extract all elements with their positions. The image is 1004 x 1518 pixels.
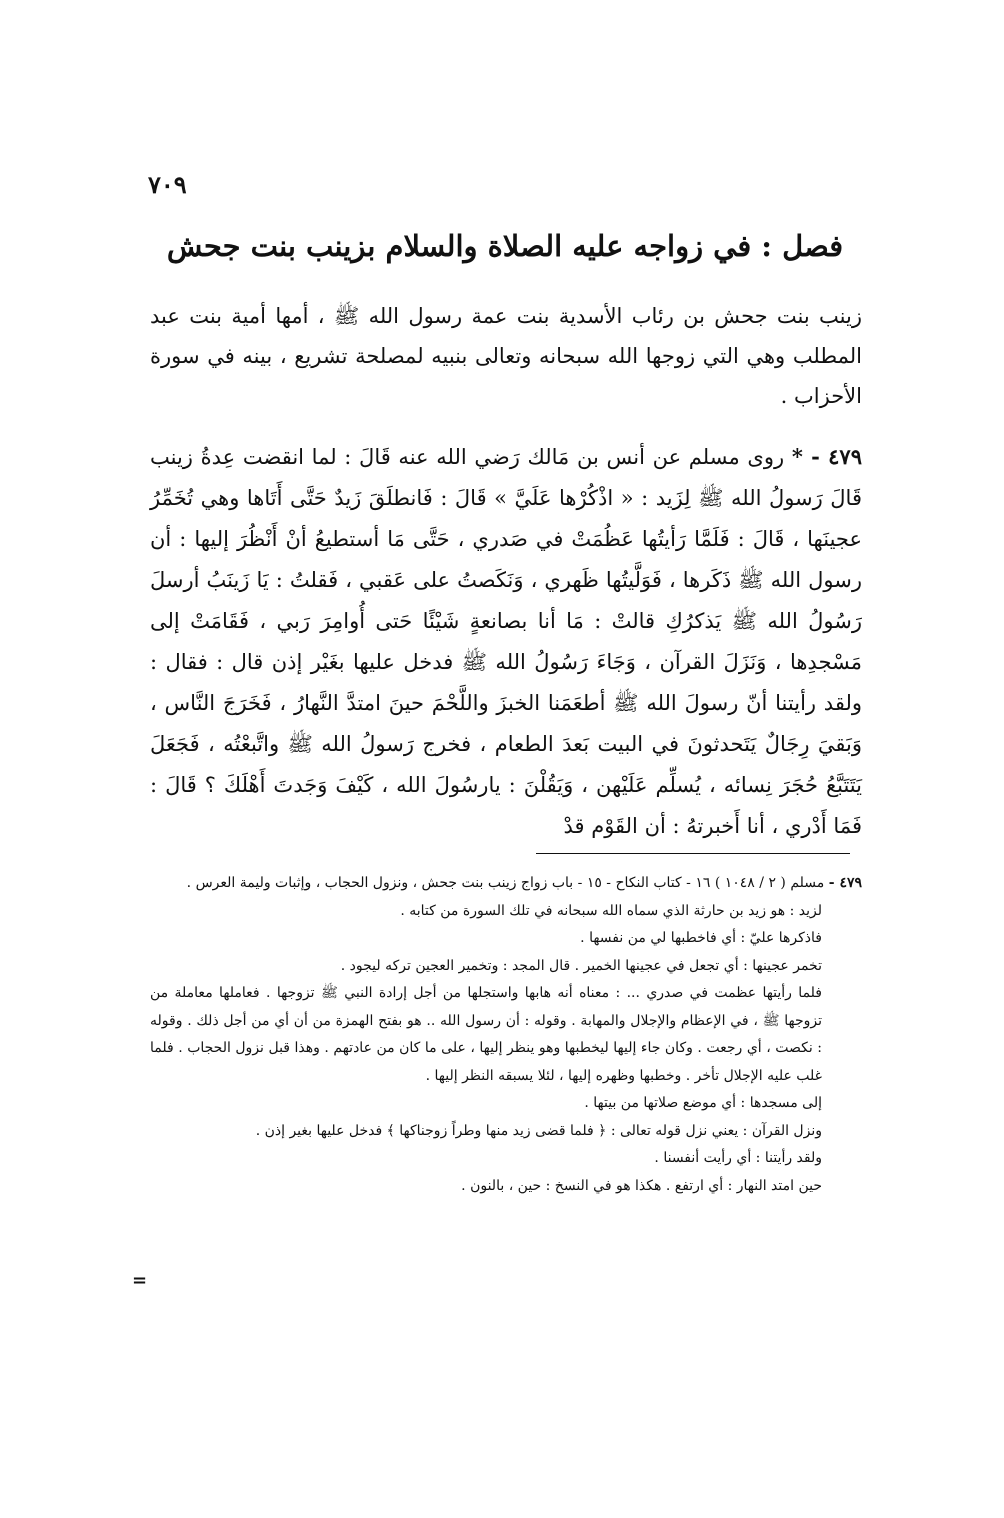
- footnote-divider: [536, 853, 850, 854]
- footnote-note: فاذكرها عليّ : أي فاخطبها لي من نفسها .: [580, 930, 822, 946]
- footnote-note: إلى مسجدها : أي موضع صلاتها من بيتها .: [584, 1095, 822, 1111]
- intro-paragraph: زينب بنت جحش بن رئاب الأسدية بنت عمة رسول الله ﷺ ، أمها أمية بنت عبد المطلب وهي التي زوجها الله سبحانه وتعالى بنبيه لمصلحة تشريع ، بينه في سورة الأحزاب .: [150, 304, 862, 408]
- footnote-source: [150, 870, 862, 898]
- chapter-title: فصل : في زواجه عليه الصلاة والسلام بزينب بنت جحش: [166, 229, 844, 263]
- footnote-note: لزيد : هو زيد بن حارثة الذي سماه الله سبحانه في تلك السورة من كتابه .: [400, 902, 822, 919]
- continuation-mark: =: [132, 1270, 148, 1291]
- hadith-text: روى مسلم عن أنس بن مَالك رَضي الله عنه قَالَ : لما انقضت عِدةُ زينب قَالَ رَسولُ الله ﷺ لِزَيد : « اذْكُرْها عَلَيَّ » قَالَ : فَانطلَقَ زَيدٌ حَتَّى أَتَاها وهي تُخَمِّرُ عجينَها ، قَالَ : فَلَمَّا رَأيتُها عَظُمَتْ في صَدري ، حَتَّى مَا أستطيعُ أنْ أَنْظُرَ إليها : أن رسول الله ﷺ ذَكَرها ، فَوَلَّيتُها ظَهري ، وَنَكَصتُ على عَقبي ، فَقلتُ : يَا زَينَبُ أرسلَ رَسُولُ الله ﷺ يَذكرُكِ قالتْ : مَا أنا بصانعةٍ شَيْئًا حَتى أُوامِرَ رَبي ، فَقَامَتْ إلى مَسْجدِها ، وَنَزَلَ القرآن ، وَجَاءَ رَسُولُ الله ﷺ فدخل عليها بغَيْر إذن قال : فقال : ولقد رأيتنا أنّ رسولَ الله ﷺ أطعَمَنا الخبزَ واللَّحْمَ حينَ امتدَّ النَّهارُ ، فَخَرَجَ النَّاس ، وَبَقيَ رِجَالٌ يَتَحدثونَ في البيت بَعدَ الطعام ، فخرج رَسولُ الله ﷺ واتَّبعْتُه ، فَجَعَلَ يَتَتَبَّعُ حُجَرَ نِسائه ، يُسلِّم عَلَيْهن ، وَيَقُلْنَ : يارسُولَ الله ، كَيْفَ وَجَدتَ أَهْلَكَ ؟ قَالَ : فَمَا أَدْري ، أنا أَخبرتهُ : أن القَوْم قدْ: [150, 445, 862, 838]
- footnote-note: تخمر عجينها : أي تجعل في عجينها الخمير . قال المجد : وتخمير العجين تركه ليجود .: [340, 957, 822, 974]
- footnote-source-number: ٤٧٩ -: [828, 875, 862, 891]
- footnote-note: فلما رأيتها عظمت في صدري ... : معناه أنه هابها واستجلها من أجل إرادة النبي ﷺ تزوجها . فعاملها معاملة من تزوجها ﷺ ، في الإعظام والإجلال والمهابة . وقوله : أن رسول الله .. هو بفتح الهمزة من أن أي من أجل ذلك . وقوله : نكصت ، أي رجعت . وكان جاء إليها ليخطبها وهو ينظر إليها ، على ما كان من عادتهم . وهذا قبل نزول الحجاب . فلما غلب عليه الإجلال تأخر . وخطبها وظهره إليها ، لئلا يسبقه النظر إليها .: [150, 985, 822, 1084]
- footnote-note: حين امتد النهار : أي ارتفع . هكذا هو في النسخ : حين ، بالنون .: [461, 1177, 822, 1194]
- hadith-number: ٤٧٩ - *: [791, 444, 862, 469]
- page-number: ٧٠٩: [148, 170, 187, 199]
- footnote-note: ولقد رأيتنا : أي رأيت أنفسنا .: [654, 1150, 822, 1166]
- hadith-paragraph: [150, 436, 862, 847]
- footnote-source-text: مسلم ( ٢ / ١٠٤٨ ) ١٦ - كتاب النكاح - ١٥ - باب زواج زينب بنت جحش ، ونزول الحجاب ، وإثبات وليمة العرس .: [186, 875, 825, 891]
- footnotes: [150, 870, 862, 1200]
- footnote-note: ونزل القرآن : يعني نزل قوله تعالى : ﴿ فلما قضى زيد منها وطراً زوجناكها ﴾ فدخل عليها بغير إذن .: [255, 1122, 822, 1139]
